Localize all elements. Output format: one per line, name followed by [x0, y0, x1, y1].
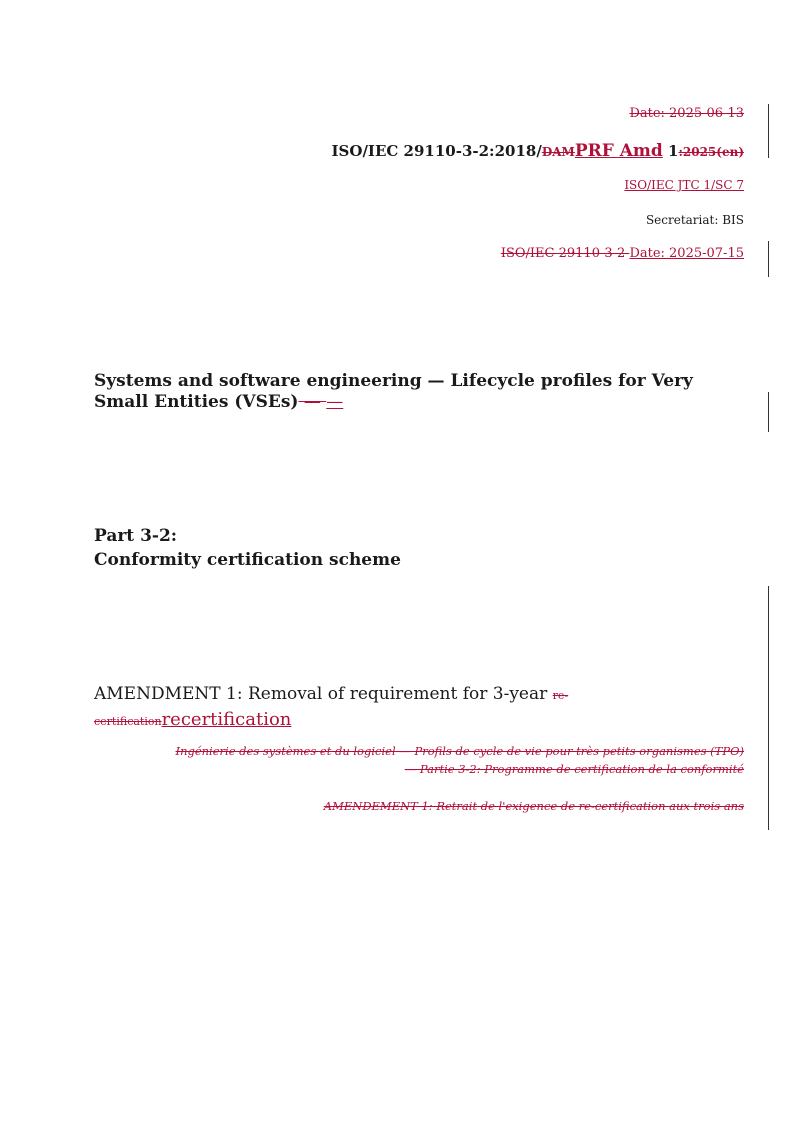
old-reference-deleted: ISO/IEC 29110-3-2: [500, 246, 630, 261]
main-title: [94, 371, 744, 413]
reference-inserted: PRF Amd: [574, 141, 663, 161]
committee: ISO/IEC JTC 1/SC 7: [624, 178, 744, 192]
amendment-title: [94, 682, 744, 734]
french-title-line-2: — Partie 3-2: Programme de certification de la conformité: [404, 762, 744, 776]
main-title-inserted: —: [326, 392, 344, 412]
secretariat: Secretariat: BIS: [645, 213, 744, 227]
main-title-text: Systems and software engineering — Lifecycle profiles for Very Small Entities (VSEs): [94, 371, 693, 412]
main-title-deleted: —: [298, 392, 327, 412]
change-bar-1: [768, 104, 769, 158]
new-date-inserted: Date: 2025-07-15: [629, 246, 744, 261]
amendment-inserted: recertification: [161, 709, 292, 730]
reference-year-deleted: :2025(en): [678, 145, 744, 159]
change-bar-3: [768, 392, 769, 432]
amendment-deleted-2: certification: [94, 715, 162, 728]
change-bar-4: [768, 586, 769, 830]
change-bar-2: [768, 241, 769, 277]
reference-deleted: DAM: [541, 145, 575, 159]
french-amendment: AMENDEMENT 1: Retrait de l'exigence de re-certification aux trois ans: [323, 799, 744, 813]
reference-number: 1: [662, 142, 679, 160]
part-label: Part 3-2:: [94, 526, 178, 546]
reference-date-line: [501, 246, 744, 261]
part-title: Conformity certification scheme: [94, 550, 401, 570]
french-title-line-1: Ingénierie des systèmes et du logiciel — Profils de cycle de vie pour très petits organismes (TPO): [175, 744, 744, 758]
document-reference: [332, 141, 744, 161]
amendment-deleted-1: re-: [552, 689, 569, 702]
old-date: Date: 2025-06-13: [629, 106, 744, 121]
amendment-text: AMENDMENT 1: Removal of requirement for 3-year: [94, 684, 553, 704]
reference-base: ISO/IEC 29110-3-2:2018/: [331, 142, 542, 160]
